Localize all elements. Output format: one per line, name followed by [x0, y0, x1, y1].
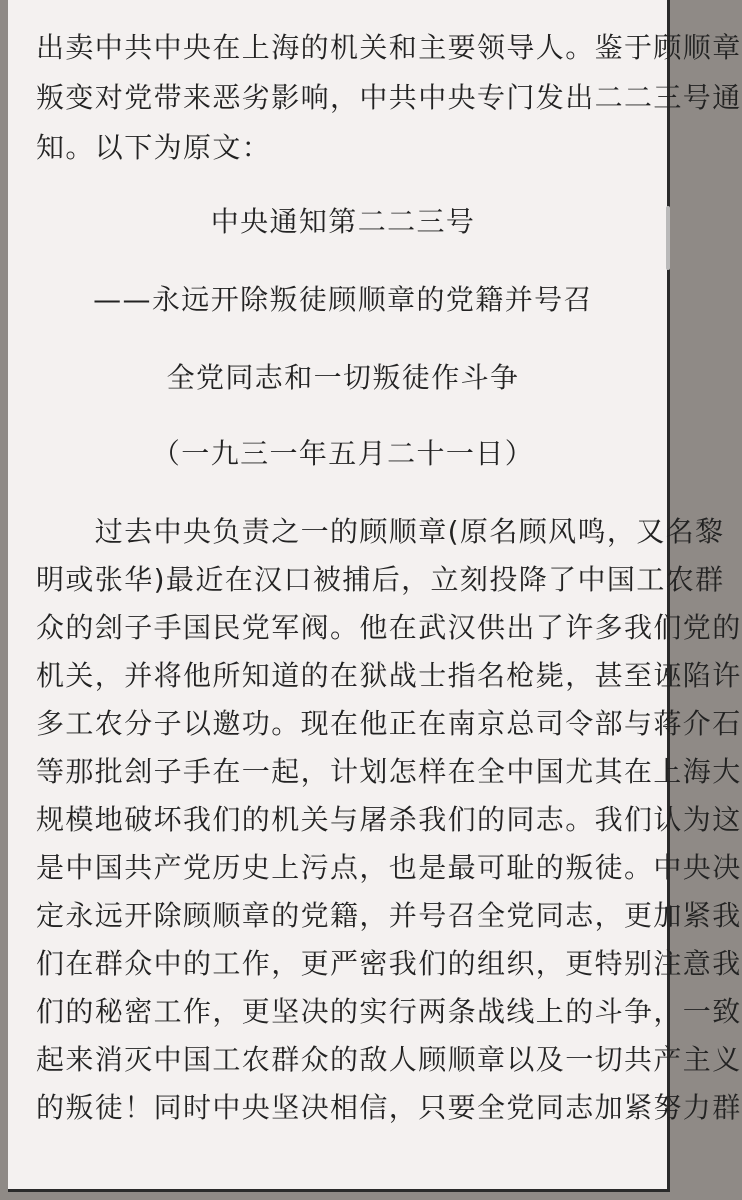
body-line-7: 规模地破坏我们的机关与屠杀我们的同志。我们认为这	[36, 803, 742, 836]
vertical-scrollbar[interactable]	[666, 206, 670, 270]
intro-line-3: 知。以下为原文：	[36, 131, 272, 164]
body-line-8: 是中国共产党历史上污点，也是最可耻的叛徒。中央决	[36, 851, 742, 884]
partial-top-line	[36, 0, 65, 18]
body-line-5: 多工农分子以邀功。现在他正在南京总司令部与蒋介石	[36, 707, 742, 740]
notice-date: （一九三一年五月二十一日）	[151, 437, 535, 470]
body-line-3: 众的刽子手国民党军阀。他在武汉供出了许多我们党的	[36, 611, 742, 644]
body-line-12: 起来消灭中国工农群众的敌人顾顺章以及一切共产主义	[36, 1043, 742, 1076]
body-line-11: 们的秘密工作，更坚决的实行两条战线上的斗争，一致	[36, 995, 742, 1028]
body-line-9: 定永远开除顾顺章的党籍，并号召全党同志，更加紧我	[36, 899, 742, 932]
notice-title: 中央通知第二二三号	[210, 205, 476, 238]
notice-subtitle-2: 全党同志和一切叛徒作斗争	[166, 361, 520, 394]
body-line-13: 的叛徒！同时中央坚决相信，只要全党同志加紧努力群	[36, 1091, 742, 1124]
body-line-2: 明或张华)最近在汉口被捕后，立刻投降了中国工农群	[36, 563, 725, 596]
intro-line-1: 出卖中共中央在上海的机关和主要领导人。鉴于顾顺章	[36, 31, 742, 64]
notice-subtitle-1: ——永远开除叛徒顾顺章的党籍并号召	[93, 283, 593, 316]
reader-screen	[8, 0, 742, 1192]
body-line-1: 过去中央负责之一的顾顺章(原名顾风鸣，又名黎	[36, 515, 725, 548]
body-line-6: 等那批刽子手在一起，计划怎样在全中国尤其在上海大	[36, 755, 742, 788]
body-line-10: 们在群众中的工作，更严密我们的组织，更特别注意我	[36, 947, 742, 980]
body-line-4: 机关，并将他所知道的在狱战士指名枪毙，甚至诬陷许	[36, 659, 742, 692]
intro-line-2: 叛变对党带来恶劣影响，中共中央专门发出二二三号通	[36, 81, 742, 114]
